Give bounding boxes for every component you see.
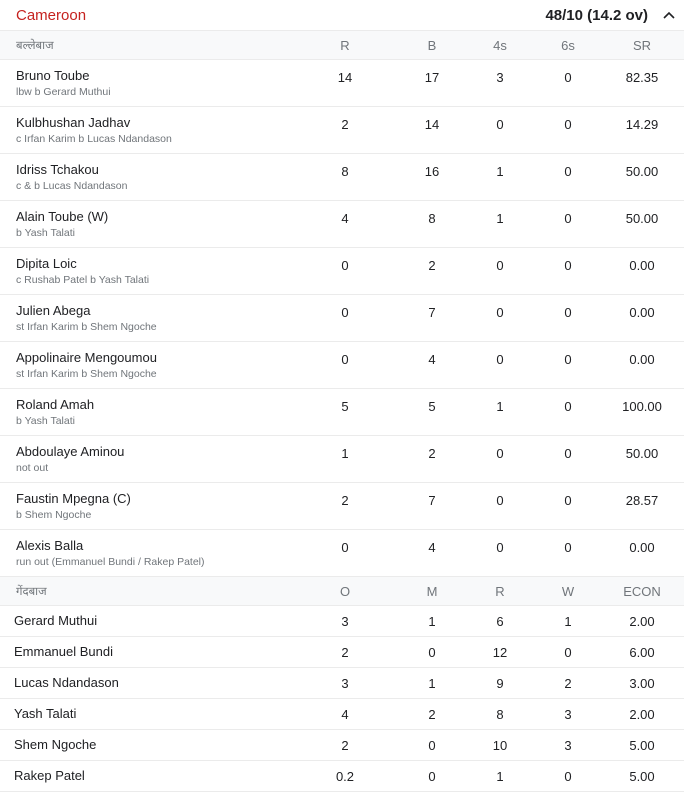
batting-header [0, 31, 684, 60]
batting-table [0, 60, 684, 577]
batter-cell [0, 483, 290, 521]
batter-cell [0, 248, 290, 286]
batter-cell [0, 389, 290, 427]
bowler-w: 1 [564, 613, 572, 629]
batter-b: 17 [424, 70, 440, 85]
batter-row[interactable] [0, 342, 684, 389]
bowler-m: 0 [428, 737, 436, 753]
batter-sr: 0.00 [629, 540, 655, 555]
batter-fours: 0 [496, 446, 504, 461]
batter-r: 8 [341, 164, 349, 179]
batter-dismissal: lbw b Gerard Muthui [16, 86, 111, 98]
batter-sixes: 0 [564, 352, 572, 367]
bowler-r: 1 [496, 768, 504, 784]
bowling-header-r: R [495, 583, 505, 599]
batter-row[interactable] [0, 107, 684, 154]
batter-dismissal: st Irfan Karim b Shem Ngoche [16, 368, 157, 380]
bowler-cell [0, 674, 290, 692]
batter-fours: 0 [496, 117, 504, 132]
batter-fours: 0 [496, 493, 504, 508]
bowler-m: 2 [428, 706, 436, 722]
bowler-econ: 5.00 [629, 768, 655, 784]
bowler-econ: 3.00 [629, 675, 655, 691]
bowling-header [0, 577, 684, 606]
bowler-m: 0 [428, 644, 436, 660]
batter-sr: 0.00 [629, 352, 655, 367]
batter-r: 4 [341, 211, 349, 226]
bowler-cell [0, 705, 290, 723]
batter-cell [0, 342, 290, 380]
bowler-o: 2 [341, 644, 349, 660]
bowler-o: 4 [341, 706, 349, 722]
bowling-header-m: M [426, 583, 438, 599]
batter-row[interactable] [0, 60, 684, 107]
bowler-w: 3 [564, 706, 572, 722]
batter-r: 0 [341, 258, 349, 273]
batter-r: 2 [341, 493, 349, 508]
batter-name[interactable]: Bruno Toube [16, 68, 90, 83]
batter-r: 2 [341, 117, 349, 132]
batting-header-sr: SR [632, 37, 652, 53]
batter-sr: 50.00 [625, 164, 659, 179]
chevron-up-icon[interactable] [662, 8, 676, 22]
bowler-w: 2 [564, 675, 572, 691]
bowler-w: 0 [564, 644, 572, 660]
bowler-o: 3 [341, 675, 349, 691]
batter-name[interactable]: Dipita Loic [16, 256, 77, 271]
batter-cell [0, 154, 290, 192]
bowler-r: 9 [496, 675, 504, 691]
batter-dismissal: b Shem Ngoche [16, 509, 92, 521]
batter-fours: 1 [496, 211, 504, 226]
bowling-header-econ: ECON [623, 583, 661, 599]
bowler-r: 12 [492, 644, 508, 660]
batter-name[interactable]: Idriss Tchakou [16, 162, 99, 177]
batter-fours: 0 [496, 305, 504, 320]
batter-dismissal: c Rushab Patel b Yash Talati [16, 274, 150, 286]
bowler-row[interactable] [0, 730, 684, 761]
batter-cell [0, 107, 290, 145]
batter-fours: 0 [496, 540, 504, 555]
batter-b: 14 [424, 117, 440, 132]
batter-b: 7 [428, 305, 436, 320]
batter-r: 0 [341, 540, 349, 555]
batter-dismissal: c & b Lucas Ndandason [16, 180, 128, 192]
bowler-econ: 2.00 [629, 613, 655, 629]
batter-name[interactable]: Faustin Mpegna (C) [16, 491, 131, 506]
bowler-r: 8 [496, 706, 504, 722]
bowler-cell [0, 736, 290, 754]
batter-dismissal: run out (Emmanuel Bundi / Rakep Patel) [16, 556, 205, 568]
batter-row[interactable] [0, 530, 684, 577]
batter-dismissal: c Irfan Karim b Lucas Ndandason [16, 133, 172, 145]
batter-sixes: 0 [564, 446, 572, 461]
batter-b: 16 [424, 164, 440, 179]
batter-r: 1 [341, 446, 349, 461]
batter-name[interactable]: Alain Toube (W) [16, 209, 109, 224]
bowler-cell [0, 767, 290, 785]
bowler-row[interactable] [0, 637, 684, 668]
batter-sixes: 0 [564, 211, 572, 226]
batter-b: 4 [428, 540, 436, 555]
bowler-name[interactable]: Rakep Patel [14, 768, 85, 783]
bowler-row[interactable] [0, 606, 684, 637]
batter-sixes: 0 [564, 540, 572, 555]
batter-sr: 100.00 [622, 399, 662, 414]
bowling-table [0, 606, 684, 792]
batting-header-name: बल्लेबाज [16, 39, 54, 52]
batter-name[interactable]: Roland Amah [16, 397, 95, 412]
batting-header-6s: 6s [561, 37, 575, 53]
batter-b: 4 [428, 352, 436, 367]
bowler-cell [0, 612, 290, 630]
batter-sixes: 0 [564, 258, 572, 273]
batter-sixes: 0 [564, 305, 572, 320]
batter-dismissal: st Irfan Karim b Shem Ngoche [16, 321, 157, 333]
bowler-econ: 2.00 [629, 706, 655, 722]
batter-row[interactable] [0, 248, 684, 295]
batter-sr: 82.35 [625, 70, 659, 85]
batter-b: 2 [428, 446, 436, 461]
batter-b: 2 [428, 258, 436, 273]
bowler-name[interactable]: Yash Talati [14, 706, 77, 721]
batter-dismissal: b Yash Talati [16, 227, 75, 239]
batter-fours: 1 [496, 399, 504, 414]
batter-b: 8 [428, 211, 436, 226]
bowler-row[interactable] [0, 668, 684, 699]
bowler-row[interactable] [0, 761, 684, 792]
batter-row[interactable] [0, 483, 684, 530]
batter-sixes: 0 [564, 399, 572, 414]
batter-r: 0 [341, 352, 349, 367]
batter-fours: 3 [496, 70, 504, 85]
batting-header-b: B [427, 37, 437, 53]
batter-dismissal: b Yash Talati [16, 415, 75, 427]
batter-sixes: 0 [564, 70, 572, 85]
batter-name[interactable]: Kulbhushan Jadhav [16, 115, 131, 130]
team-score: 48/10 (14.2 ov) [545, 6, 648, 24]
bowling-header-o: O [339, 583, 351, 599]
batter-sixes: 0 [564, 117, 572, 132]
batter-b: 7 [428, 493, 436, 508]
score-wrap [545, 7, 676, 24]
batting-header-r: R [340, 37, 350, 53]
bowling-header-w: W [561, 583, 575, 599]
batter-r: 14 [337, 70, 353, 85]
bowler-name[interactable]: Lucas Ndandason [14, 675, 119, 690]
batter-sr: 50.00 [625, 211, 659, 226]
bowler-name[interactable]: Shem Ngoche [14, 737, 97, 752]
bowler-o: 2 [341, 737, 349, 753]
bowler-r: 6 [496, 613, 504, 629]
batter-fours: 0 [496, 352, 504, 367]
batter-name[interactable]: Appolinaire Mengoumou [16, 350, 157, 365]
bowler-name[interactable]: Gerard Muthui [14, 613, 98, 628]
batter-sr: 14.29 [625, 117, 659, 132]
batter-fours: 0 [496, 258, 504, 273]
batter-sixes: 0 [564, 164, 572, 179]
team-name: Cameroon [16, 6, 87, 24]
bowler-name[interactable]: Emmanuel Bundi [14, 644, 113, 659]
batter-sr: 28.57 [625, 493, 659, 508]
batter-b: 5 [428, 399, 436, 414]
bowler-m: 1 [428, 613, 436, 629]
bowler-cell [0, 643, 290, 661]
bowler-econ: 5.00 [629, 737, 655, 753]
batter-cell [0, 60, 290, 98]
batter-fours: 1 [496, 164, 504, 179]
bowler-w: 3 [564, 737, 572, 753]
batter-sixes: 0 [564, 493, 572, 508]
bowler-econ: 6.00 [629, 644, 655, 660]
batter-row[interactable] [0, 389, 684, 436]
batter-row[interactable] [0, 436, 684, 483]
batter-name[interactable]: Abdoulaye Aminou [16, 444, 125, 459]
batter-cell [0, 530, 290, 568]
batter-name[interactable]: Alexis Balla [16, 538, 84, 553]
bowler-o: 3 [341, 613, 349, 629]
batter-sr: 50.00 [625, 446, 659, 461]
bowler-r: 10 [492, 737, 508, 753]
batter-sr: 0.00 [629, 305, 655, 320]
bowler-w: 0 [564, 768, 572, 784]
batter-cell [0, 295, 290, 333]
bowler-m: 0 [428, 768, 436, 784]
bowler-row[interactable] [0, 699, 684, 730]
batter-cell [0, 201, 290, 239]
batting-header-4s: 4s [493, 37, 507, 53]
batter-row[interactable] [0, 295, 684, 342]
team-header[interactable] [0, 0, 684, 31]
batter-r: 5 [341, 399, 349, 414]
batter-dismissal: not out [16, 462, 49, 474]
bowler-m: 1 [428, 675, 436, 691]
batter-r: 0 [341, 305, 349, 320]
batter-cell [0, 436, 290, 474]
batter-row[interactable] [0, 201, 684, 248]
batter-row[interactable] [0, 154, 684, 201]
batter-name[interactable]: Julien Abega [16, 303, 91, 318]
bowling-header-name: गेंदबाज [16, 585, 47, 598]
bowler-o: 0.2 [335, 768, 355, 784]
batter-sr: 0.00 [629, 258, 655, 273]
